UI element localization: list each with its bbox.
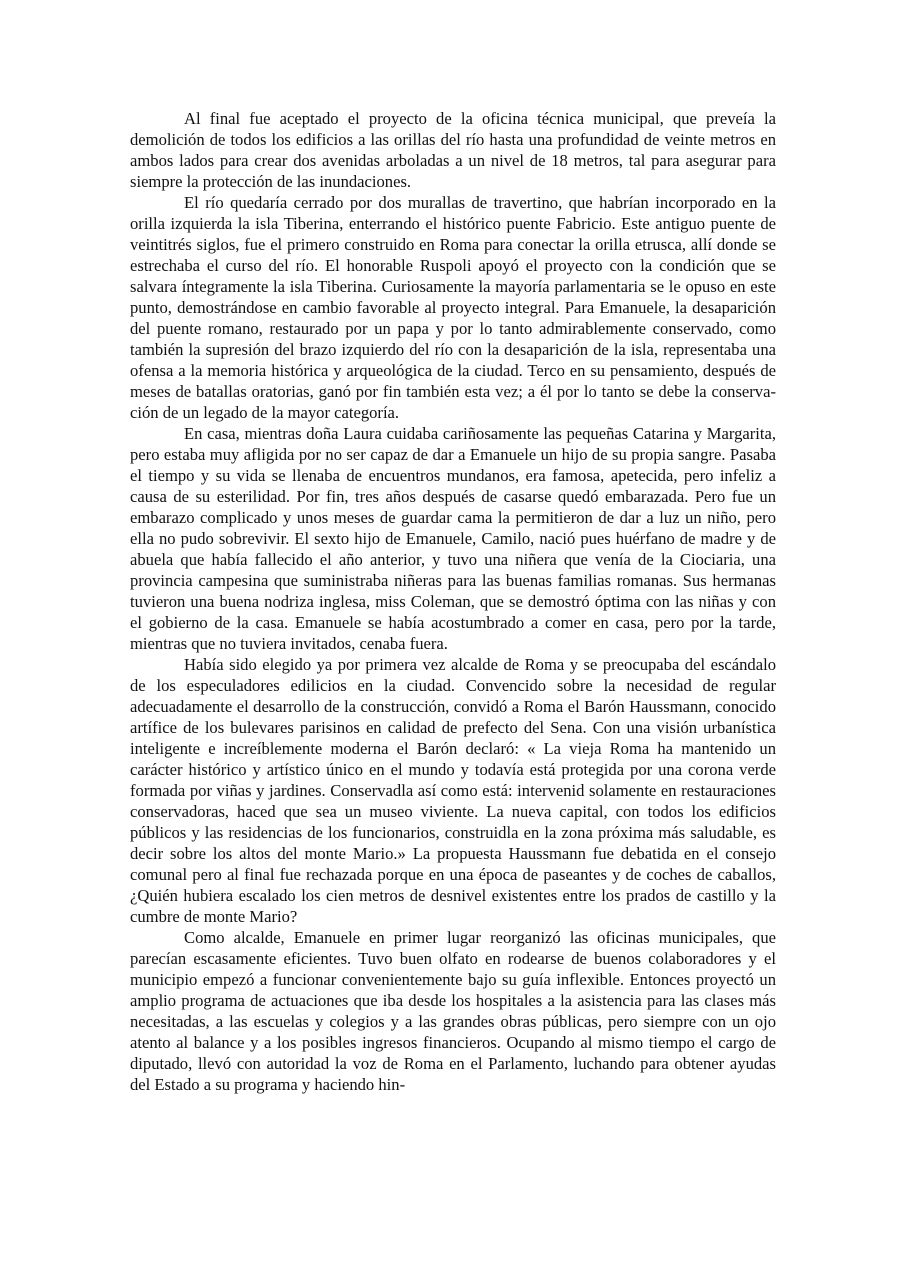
paragraph-1: Al final fue aceptado el proyecto de la oficina técnica municipal, que preveía la demolición de todos los edificios a las orillas del río hasta una profundidad de veinte metros en ambos lados para crear dos avenidas arboladas a un nivel de 18 metros, tal para asegurar para siempre la protección de las inundaciones. (130, 109, 776, 191)
paragraph-3: En casa, mientras doña Laura cuidaba cariñosamente las pequeñas Catarina y Margarita, pero estaba muy afligida por no ser capaz de dar a Emanuele un hijo de su propia sangre. Pasaba el tiempo y su vida se llenaba de encuentros mundanos, era famosa, apetecida, pero infeliz a causa de su esterilidad. Por fin, tres años después de casarse quedó embarazada. Pero fue un embarazo complicado y unos meses de guardar cama la permitieron de dar a luz un niño, pero ella no pudo sobrevivir. El sexto hijo de Emanuele, Camilo, nació pues huérfano de madre y de abuela que había fallecido el año anterior, y tuvo una niñera que venía de la Ciociaria, una provincia campesina que suministraba niñeras para las buenas familias romanas. Sus hermanas tuvieron una buena nodriza inglesa, miss Coleman, que se demostró óptima con las niñas y con el gobierno de la casa. Emanuele se había acostumbrado a comer en casa, pero por la tarde, mientras que no tuviera invitados, cenaba fuera. (130, 424, 776, 653)
paragraph-5: Como alcalde, Emanuele en primer lugar reorganizó las oficinas municipales, que parecían escasamente eficientes. Tuvo buen olfato en rodearse de buenos colaboradores y el municipio empezó a funcionar convenientemente bajo su guía inflexible. Entonces proyectó un amplio programa de actuaciones que iba desde los hospitales a la asistencia para las clases más necesitadas, a las escuelas y colegios y a las grandes obras públicas, pero siempre con un ojo atento al balance y a los posibles ingresos financieros. Ocupando al mismo tiempo el cargo de diputado, llevó con autoridad la voz de Roma en el Parlamento, luchando para obtener ayudas del Estado a su programa y haciendo hin- (130, 928, 776, 1094)
paragraph-2: El río quedaría cerrado por dos murallas de travertino, que habrían incorporado en la orilla izquierda la isla Tiberina, enterrando el histórico puente Fabricio. Este antiguo puente de veintitrés siglos, fue el primero construido en Roma para conectar la orilla etrusca, allí donde se estrechaba el curso del río. El honorable Ruspoli apoyó el proyecto con la condición que se salvara íntegramente la isla Tiberina. Curiosamente la mayoría parlamentaria se le opuso en este punto, demostrándose en cambio favorable al proyecto integral. Para Emanuele, la desaparición del puente romano, restaurado por un papa y por lo tanto admirablemente conservado, como también la supresión del brazo izquierdo del río con la desaparición de la isla, representaba una ofensa a la memoria histórica y arqueológica de la ciudad. Terco en su pensamiento, después de meses de batallas oratorias, ganó por fin también esta vez; a él por lo tanto se debe la conservación de un legado de la mayor categoría. (130, 193, 776, 422)
paragraph-4: Había sido elegido ya por primera vez alcalde de Roma y se preocupaba del escándalo de los especuladores edilicios en la ciudad. Convencido sobre la necesidad de regular adecuadamente el desarrollo de la construcción, convidó a Roma el Barón Haussmann, conocido artífice de los bulevares parisinos en calidad de prefecto del Sena. Con una visión urbanística inteligente e increíblemente moderna el Barón declaró: « La vieja Roma ha mantenido un carácter histórico y artístico único en el mundo y todavía está protegida por una corona verde formada por viñas y jardines. Conservadla así como está: intervenid solamente en restauraciones conservadoras, haced que sea un museo viviente. La nueva capital, con todos los edificios públicos y las residencias de los funcionarios, construidla en la zona próxima más saludable, es decir sobre los altos del monte Mario.» La propuesta Haussmann fue debatida en el consejo comunal pero al final fue rechazada porque en una época de paseantes y de coches de caballos, ¿Quién hubiera escalado los cien metros de desnivel existentes entre los prados de castillo y la cumbre de monte Mario? (130, 655, 776, 926)
document-body (130, 108, 776, 1095)
